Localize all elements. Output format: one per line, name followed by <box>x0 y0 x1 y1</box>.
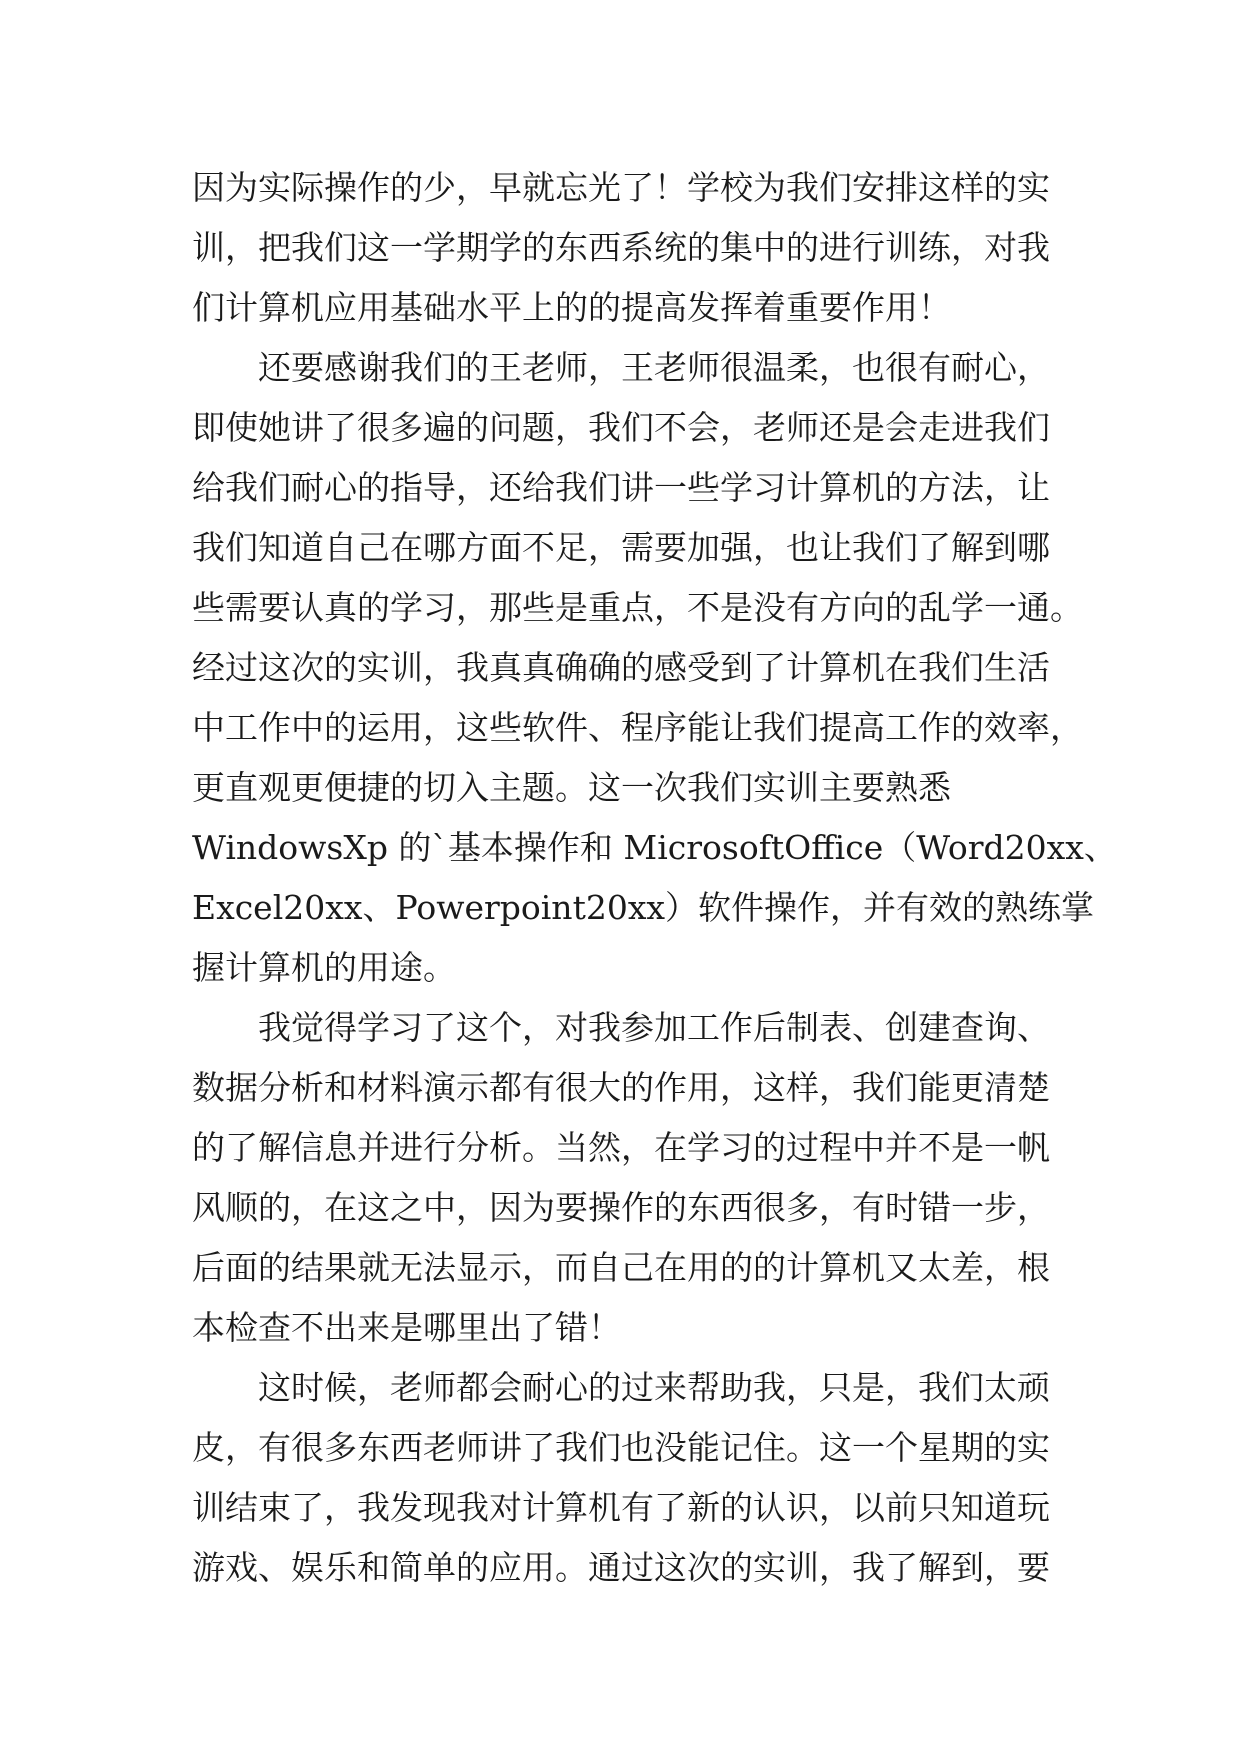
text-line: 的了解信息并进行分析。当然，在学习的过程中并不是一帆 <box>192 1128 1050 1167</box>
paragraph-first-line: 我觉得学习了这个，对我参加工作后制表、创建查询、 <box>258 1008 1050 1047</box>
paragraph-first-line: 这时候，老师都会耐心的过来帮助我，只是，我们太顽 <box>258 1368 1050 1407</box>
text-line: 本检查不出来是哪里出了错！ <box>192 1308 621 1347</box>
text-line: 我们知道自己在哪方面不足，需要加强，也让我们了解到哪 <box>192 528 1050 567</box>
text-line: 后面的结果就无法显示，而自己在用的的计算机又太差，根 <box>192 1248 1050 1287</box>
text-line: 即使她讲了很多遍的问题，我们不会，老师还是会走进我们 <box>192 408 1050 447</box>
text-line: WindowsXp 的`基本操作和 MicrosoftOffice（Word20xx、 <box>192 828 1117 867</box>
text-line: 训，把我们这一学期学的东西系统的集中的进行训练，对我 <box>192 228 1050 267</box>
text-line: 更直观更便捷的切入主题。这一次我们实训主要熟悉 <box>192 768 951 807</box>
text-line: 数据分析和材料演示都有很大的作用，这样，我们能更清楚 <box>192 1068 1050 1107</box>
text-line: 皮，有很多东西老师讲了我们也没能记住。这一个星期的实 <box>192 1428 1050 1467</box>
text-line: 风顺的，在这之中，因为要操作的东西很多，有时错一步， <box>192 1188 1050 1227</box>
document-body <box>192 158 1117 1598</box>
text-line: Excel20xx、Powerpoint20xx）软件操作，并有效的熟练掌 <box>192 888 1095 927</box>
text-line: 们计算机应用基础水平上的的提高发挥着重要作用！ <box>192 288 951 327</box>
text-line: 给我们耐心的指导，还给我们讲一些学习计算机的方法，让 <box>192 468 1050 507</box>
text-line: 游戏、娱乐和简单的应用。通过这次的实训，我了解到，要 <box>192 1548 1050 1587</box>
text-line: 中工作中的运用，这些软件、程序能让我们提高工作的效率， <box>192 708 1083 747</box>
text-line: 训结束了，我发现我对计算机有了新的认识，以前只知道玩 <box>192 1488 1050 1527</box>
text-line: 因为实际操作的少，早就忘光了！学校为我们安排这样的实 <box>192 168 1050 207</box>
paragraph-first-line: 还要感谢我们的王老师，王老师很温柔，也很有耐心， <box>258 348 1050 387</box>
text-line: 经过这次的实训，我真真确确的感受到了计算机在我们生活 <box>192 648 1050 687</box>
text-line: 握计算机的用途。 <box>192 948 456 987</box>
text-line: 些需要认真的学习，那些是重点，不是没有方向的乱学一通。 <box>192 588 1083 627</box>
